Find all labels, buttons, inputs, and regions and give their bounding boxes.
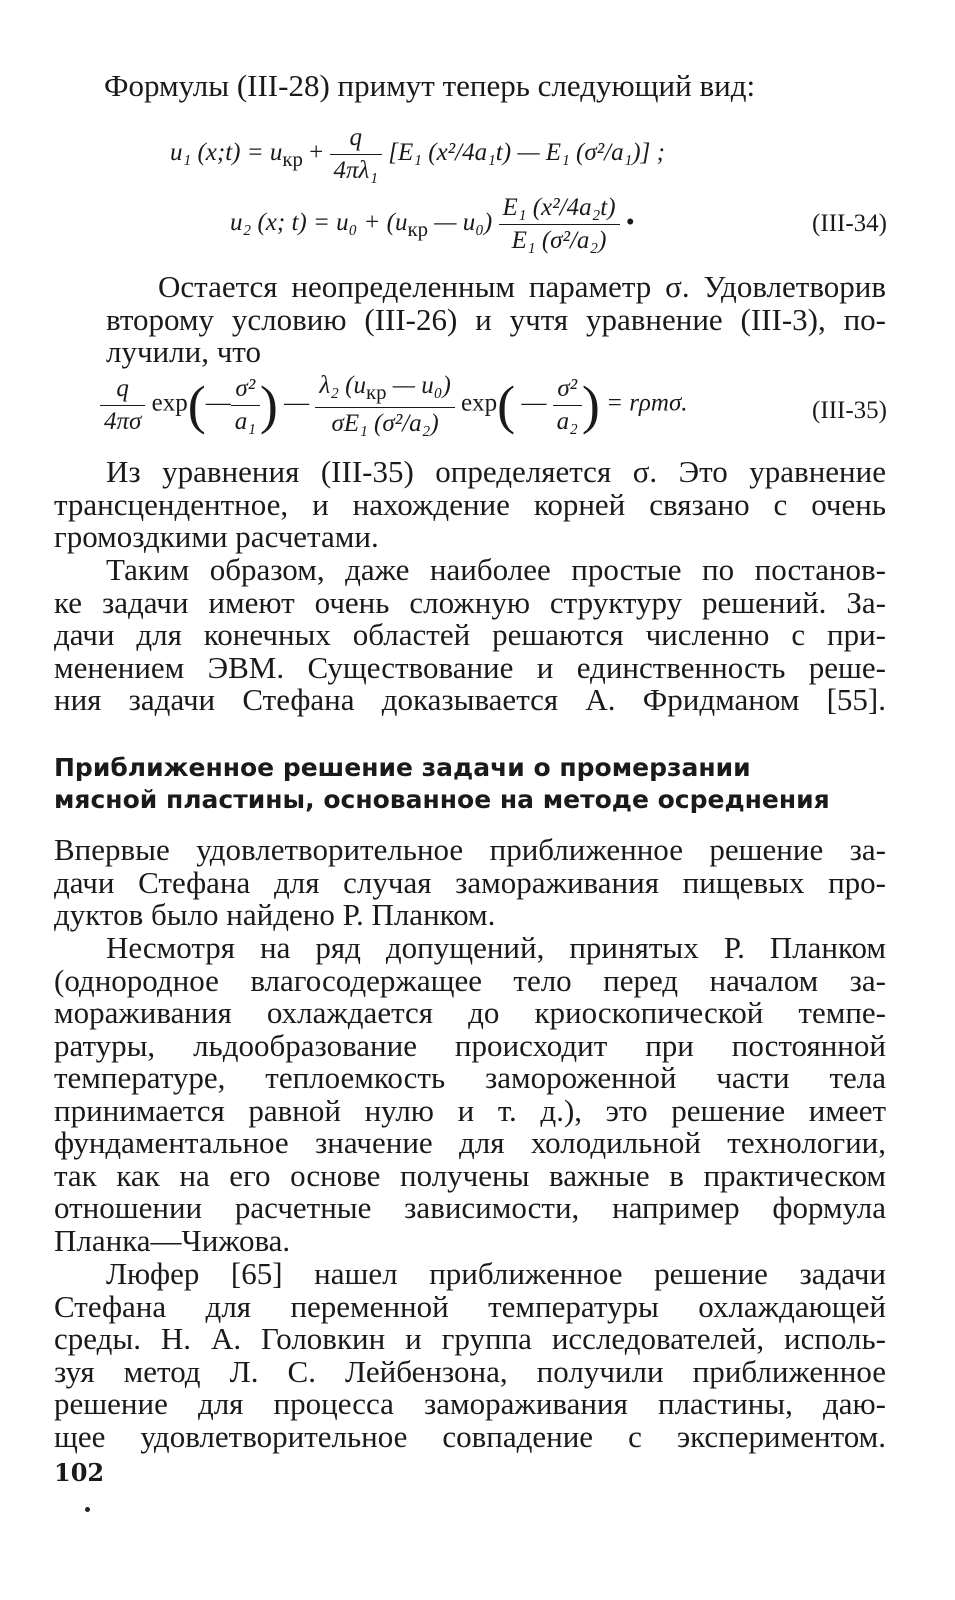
print-speck <box>85 1507 90 1512</box>
fraction-q-over-4pilambda: $\frac{q}{\text{4πλ₁}}$ <box>330 124 383 185</box>
equation-number-34: (III-34) <box>812 210 887 237</box>
equation-u1: u₁ (x;t) = $u_{кр}$ + $\frac{q}{\text{4πλ₁}}$ [E₁ (x²/4a₁t) — E₁ (σ²/a₁)] ; <box>170 124 665 184</box>
equation-number-35: (III-35) <box>812 397 887 424</box>
section-heading: Приближенное решение задачи о промерзании мясной пластины, основанное на методе осреднения <box>54 753 830 814</box>
intro-line: Формулы (III-28) примут теперь следующий вид: <box>104 68 756 103</box>
paragraph-1: Остается неопределенным параметр σ. Удовлетворив второму условию (III-26) и учтя уравнение (III-3), по- лучили, что <box>106 269 886 369</box>
fraction-E1-ratio: $\frac{\text{E₁ (x²/4a₂t)}}{\text{E₁ (σ²/a₂)}}$ <box>499 194 620 255</box>
paragraph-6: Люфер [65] нашел приближенное решение задачи Стефана для переменной температуры охлаждающей среды. Н. А. Головкин и группа исследователей, исполь- зуя метод Л. С. Лейбензона, получили приближенное решение для процесса замораживания пластины, даю- щее удовлетворительное совпадение с экспериментом. <box>54 1256 886 1454</box>
page-number: 102 <box>54 1458 105 1487</box>
paragraph-3: Таким образом, даже наиболее простые по постанов- ке задачи имеют очень сложную структуру решений. За- дачи для конечных областей решаются численно с при- менением ЭВМ. Существование и единственность реше- ния задачи Стефана доказывается А. Фридманом [55]. <box>54 552 886 717</box>
paragraph-5: Несмотря на ряд допущений, принятых Р. Планком (однородное влагосодержащее тело перед началом за- мораживания охлаждается до криоскопической темпе- ратуры, льдообразование происходит при постоянной температуре, теплоемкость замороженной части тела принимается равной нулю и т. д.), это решение имеет фундаментальное значение для холодильной технологии, так как на его основе получены важные в практическом отношении расчетные зависимости, например формула Планка—Чижова. <box>54 930 886 1258</box>
paragraph-4: Впервые удовлетворительное приближенное решение за- дачи Стефана для случая замораживания пищевых про- дуктов было найдено Р. Планком. <box>54 832 886 932</box>
equation-u2: u₂ (x; $t) = u_0 + (u_{кр}$ — u₀) $\frac{\text{E₁ (x²/4a₂t)}}{\text{E₁ (σ²/a₂)}}$ • <box>230 194 635 254</box>
equation-35: $\frac{q}{4\pi\sigma}$ exp(— $\frac{\text{σ²}}{\text{a₁}}$ ) — $\frac{\lambda_2 (u_{кр} — u_0)}{\text{σE₁ (σ²/a₂)}}$ exp( — $\frac{\text{σ²}}{\text{a₂}}$ ) = rρmσ. <box>100 372 688 438</box>
paragraph-2: Из уравнения (III-35) определяется σ. Это уравнение трансцендентное, и нахождение корней связано с очень громоздкими расчетами. <box>54 454 886 554</box>
